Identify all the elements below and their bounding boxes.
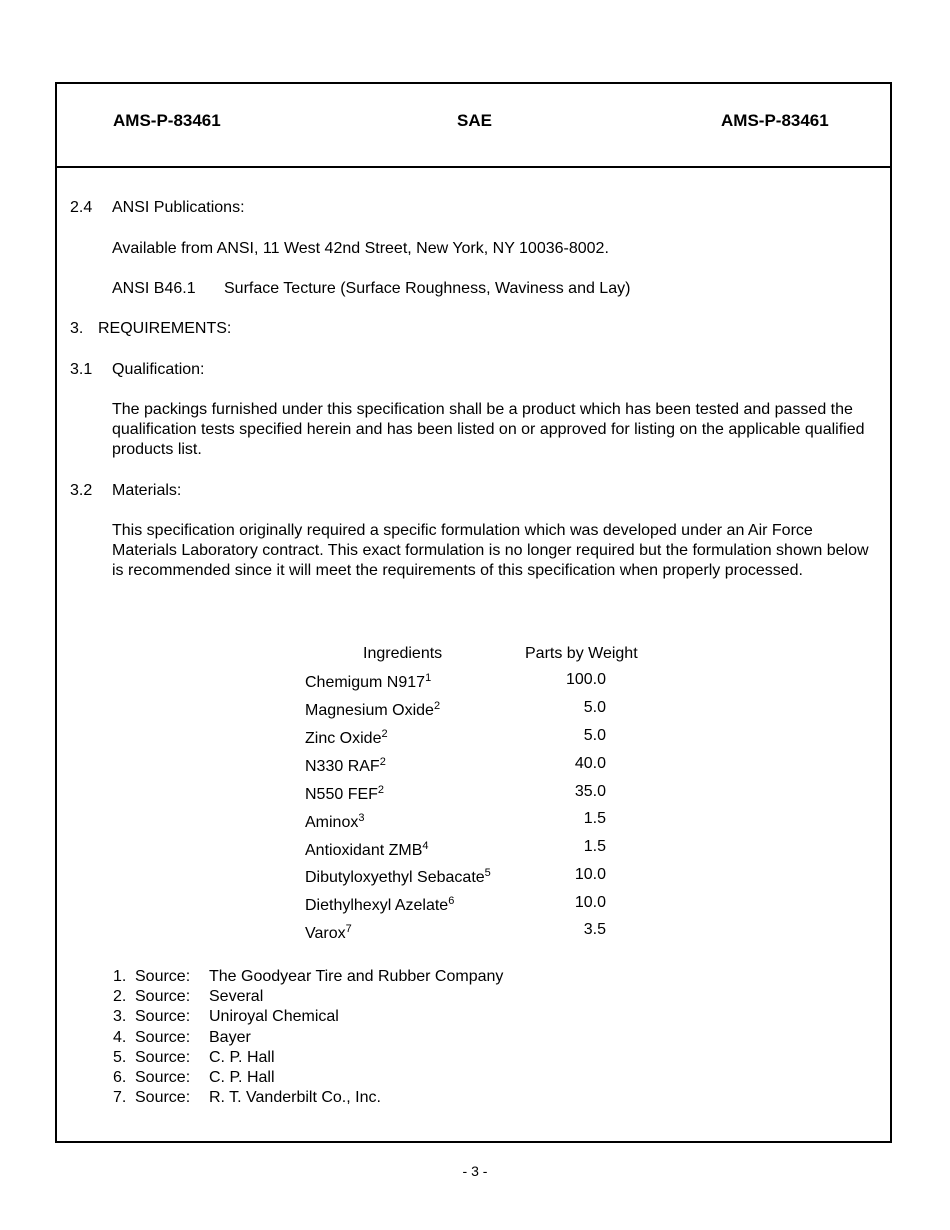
ansi-availability: Available from ANSI, 11 West 42nd Street, New York, NY 10036-8002. (112, 240, 609, 257)
page-number: - 3 - (462, 1163, 488, 1179)
source-label: Source: (135, 988, 191, 1005)
section-3-2-number: 3.2 (70, 482, 93, 499)
source-label: Source: (135, 1049, 191, 1066)
source-name: C. P. Hall (209, 1049, 275, 1066)
qualification-paragraph: The packings furnished under this specification shall be a product which has been tested and passed the qualification tests specified herein and has been listed on or approved for listing on the applicable qualified products list. (112, 401, 865, 458)
page-header (57, 84, 890, 168)
source-name: Uniroyal Chemical (209, 1008, 339, 1025)
ansi-ref-code: ANSI B46.1 (112, 280, 196, 297)
table-header-ingredients: Ingredients (363, 645, 443, 662)
source-name: R. T. Vanderbilt Co., Inc. (209, 1089, 381, 1106)
section-3-number: 3. (70, 320, 84, 337)
ingredient-name: N550 FEF$^2$ (305, 784, 385, 803)
source-number: 3. (113, 1008, 127, 1025)
header-doc-id-right: AMS-P-83461 (721, 111, 829, 130)
ingredient-value: 10.0 (574, 894, 606, 911)
ingredient-name: Magnesium Oxide$^2$ (305, 700, 441, 719)
header-doc-id-left: AMS-P-83461 (113, 111, 221, 130)
materials-paragraph: This specification originally required a specific formulation which was developed under an Air Force Materials Laboratory contract. This exact formulation is no longer required but the formulation shown below is recommended since it will meet the requirements of this specification when properly processed. (112, 522, 869, 579)
source-name: Several (209, 988, 264, 1005)
ansi-ref-title: Surface Tecture (Surface Roughness, Waviness and Lay) (224, 280, 631, 297)
ingredient-value: 5.0 (583, 727, 606, 744)
ingredient-value: 3.5 (583, 921, 606, 938)
source-name: The Goodyear Tire and Rubber Company (209, 968, 504, 985)
ingredient-name: Dibutyloxyethyl Sebacate$^5$ (305, 867, 491, 886)
ingredient-value: 40.0 (574, 755, 606, 772)
section-3-title: REQUIREMENTS: (98, 320, 232, 337)
section-3-1-number: 3.1 (70, 361, 93, 378)
source-number: 4. (113, 1029, 127, 1046)
header-org: SAE (457, 111, 492, 130)
ingredient-name: Diethylhexyl Azelate$^6$ (305, 895, 455, 914)
ingredient-name: Chemigum $N917^1$ (305, 672, 432, 691)
ingredient-name: N330 RAF$^2$ (305, 756, 386, 775)
source-name: Bayer (209, 1029, 251, 1046)
ingredient-name: Aminox$^3$ (305, 812, 365, 831)
source-number: 6. (113, 1069, 127, 1086)
ingredient-name: Antioxidant ZMB$^4$ (305, 840, 429, 859)
section-2-4-title: ANSI Publications: (112, 199, 245, 216)
source-label: Source: (135, 968, 191, 985)
ingredient-value: 10.0 (574, 866, 606, 883)
ingredient-name: Varox$^7$ (305, 923, 352, 942)
section-3-2-title: Materials: (112, 482, 182, 499)
ingredient-name: Zinc Oxide$^2$ (305, 728, 388, 747)
source-number: 5. (113, 1049, 127, 1066)
ingredient-value: 5.0 (583, 699, 606, 716)
source-label: Source: (135, 1008, 191, 1025)
source-label: Source: (135, 1029, 191, 1046)
table-header-parts: Parts by Weight (525, 645, 638, 662)
ingredient-value: 35.0 (574, 783, 606, 800)
source-number: 2. (113, 988, 127, 1005)
ingredient-value: 100.0 (565, 671, 606, 688)
section-2-4-number: 2.4 (70, 199, 93, 216)
ingredient-value: 1.5 (583, 838, 606, 855)
source-label: Source: (135, 1089, 191, 1106)
section-3-1-title: Qualification: (112, 361, 205, 378)
ingredient-value: 1.5 (583, 810, 606, 827)
source-number: 7. (113, 1089, 127, 1106)
source-name: C. P. Hall (209, 1069, 275, 1086)
source-number: 1. (113, 968, 127, 985)
source-label: Source: (135, 1069, 191, 1086)
